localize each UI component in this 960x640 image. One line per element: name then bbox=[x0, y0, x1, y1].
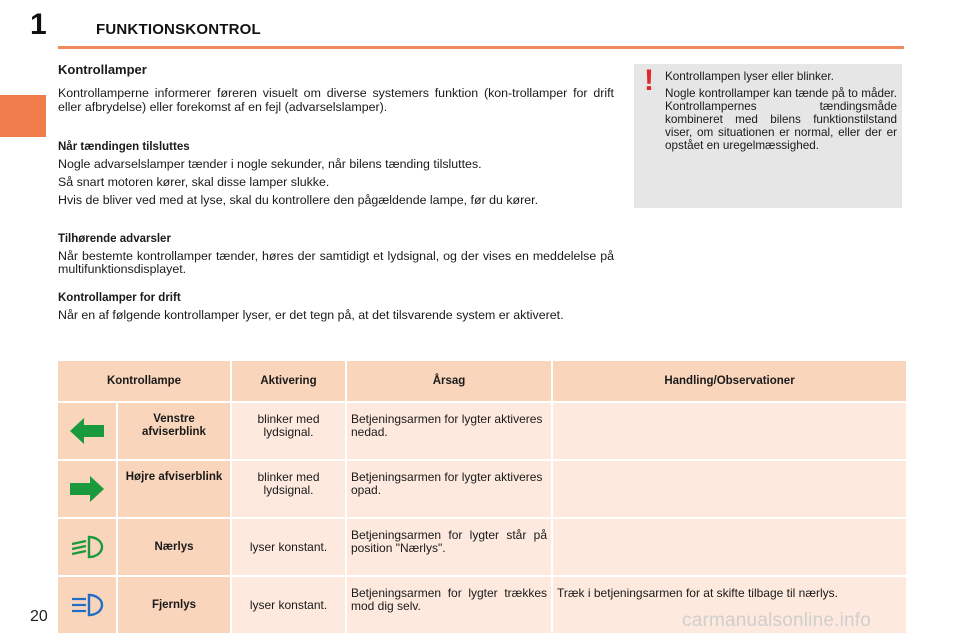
chapter-title: FUNKTIONSKONTROL bbox=[96, 21, 261, 38]
cause-cell: Betjeningsarmen for lygter aktiveres nedad. bbox=[347, 403, 551, 459]
column-header: Aktivering bbox=[232, 361, 345, 401]
activation-cell: blinker med lydsignal. bbox=[232, 403, 345, 459]
action-cell bbox=[553, 403, 906, 459]
subsection-warnings bbox=[58, 233, 614, 281]
note-text bbox=[665, 70, 897, 156]
table-row bbox=[58, 403, 906, 459]
note-box bbox=[634, 64, 902, 208]
page-number: 20 bbox=[30, 608, 48, 625]
lamp-name: Højre afviserblink bbox=[118, 461, 230, 517]
section-title: Kontrollamper bbox=[58, 62, 147, 77]
chapter-number: 1 bbox=[30, 8, 47, 41]
left-arrow-icon bbox=[58, 403, 116, 459]
subsection-title: Kontrollamper for drift bbox=[58, 292, 181, 304]
header-divider bbox=[58, 46, 904, 49]
column-header: Årsag bbox=[347, 361, 551, 401]
paragraph: Når en af følgende kontrollamper lyser, er det tegn på, at det tilsvarende system er aktiveret. bbox=[58, 308, 564, 322]
table-row bbox=[58, 461, 906, 517]
right-arrow-icon bbox=[58, 461, 116, 517]
subsection-operation-lamps bbox=[58, 292, 614, 327]
table-header-row bbox=[58, 361, 906, 401]
lamp-name: Venstre afviserblink bbox=[118, 403, 230, 459]
section-intro: Kontrollamperne informerer føreren visuelt om diverse systemers funktion (kon-trollamper for drift eller afbrydelse) eller forekomst af en fejl (advarselslamper). bbox=[58, 86, 614, 114]
column-header: Handling/Observationer bbox=[553, 361, 906, 401]
chapter-side-tab bbox=[0, 95, 46, 137]
activation-cell: blinker med lydsignal. bbox=[232, 461, 345, 517]
activation-cell: lyser konstant. bbox=[232, 519, 345, 575]
paragraph: Så snart motoren kører, skal disse lamper slukke. bbox=[58, 175, 330, 189]
cause-cell: Betjeningsarmen for lygter aktiveres opad. bbox=[347, 461, 551, 517]
table-row bbox=[58, 519, 906, 575]
subsection-title: Tilhørende advarsler bbox=[58, 233, 171, 245]
action-cell bbox=[553, 461, 906, 517]
subsection-ignition bbox=[58, 141, 614, 212]
low-beam-icon bbox=[58, 519, 116, 575]
action-cell: Træk i betjeningsarmen for at skifte tilbage til nærlys. bbox=[553, 577, 906, 633]
column-header: Kontrollampe bbox=[58, 361, 230, 401]
cause-cell: Betjeningsarmen for lygter står på position "Nærlys". bbox=[347, 519, 551, 575]
action-cell bbox=[553, 519, 906, 575]
paragraph: Nogle advarselslamper tænder i nogle sekunder, når bilens tænding tilsluttes. bbox=[58, 157, 482, 171]
paragraph: Hvis de bliver ved med at lyse, skal du kontrollere den pågældende lampe, før du kører. bbox=[58, 193, 539, 207]
paragraph: Når bestemte kontrollamper tænder, høres der samtidigt et lydsignal, og der vises en meddelelse på multifunktionsdisplayet. bbox=[58, 249, 614, 276]
lamp-name: Nærlys bbox=[118, 519, 230, 575]
cause-cell: Betjeningsarmen for lygter trækkes mod dig selv. bbox=[347, 577, 551, 633]
exclamation-icon: ! bbox=[644, 64, 654, 97]
lamp-name: Fjernlys bbox=[118, 577, 230, 633]
activation-cell: lyser konstant. bbox=[232, 577, 345, 633]
note-paragraph: Nogle kontrollamper kan tænde på to måder. Kontrollampernes tændingsmåde kombineret med bilens funktionstilstand viser, om situationen er normal, eller der er opstået en uregelmæssighed. bbox=[665, 87, 897, 152]
note-paragraph: Kontrollampen lyser eller blinker. bbox=[665, 70, 834, 83]
subsection-title: Når tændingen tilsluttes bbox=[58, 141, 190, 153]
watermark: carmanualsonline.info bbox=[682, 610, 872, 631]
indicator-table bbox=[56, 359, 908, 635]
high-beam-icon bbox=[58, 577, 116, 633]
